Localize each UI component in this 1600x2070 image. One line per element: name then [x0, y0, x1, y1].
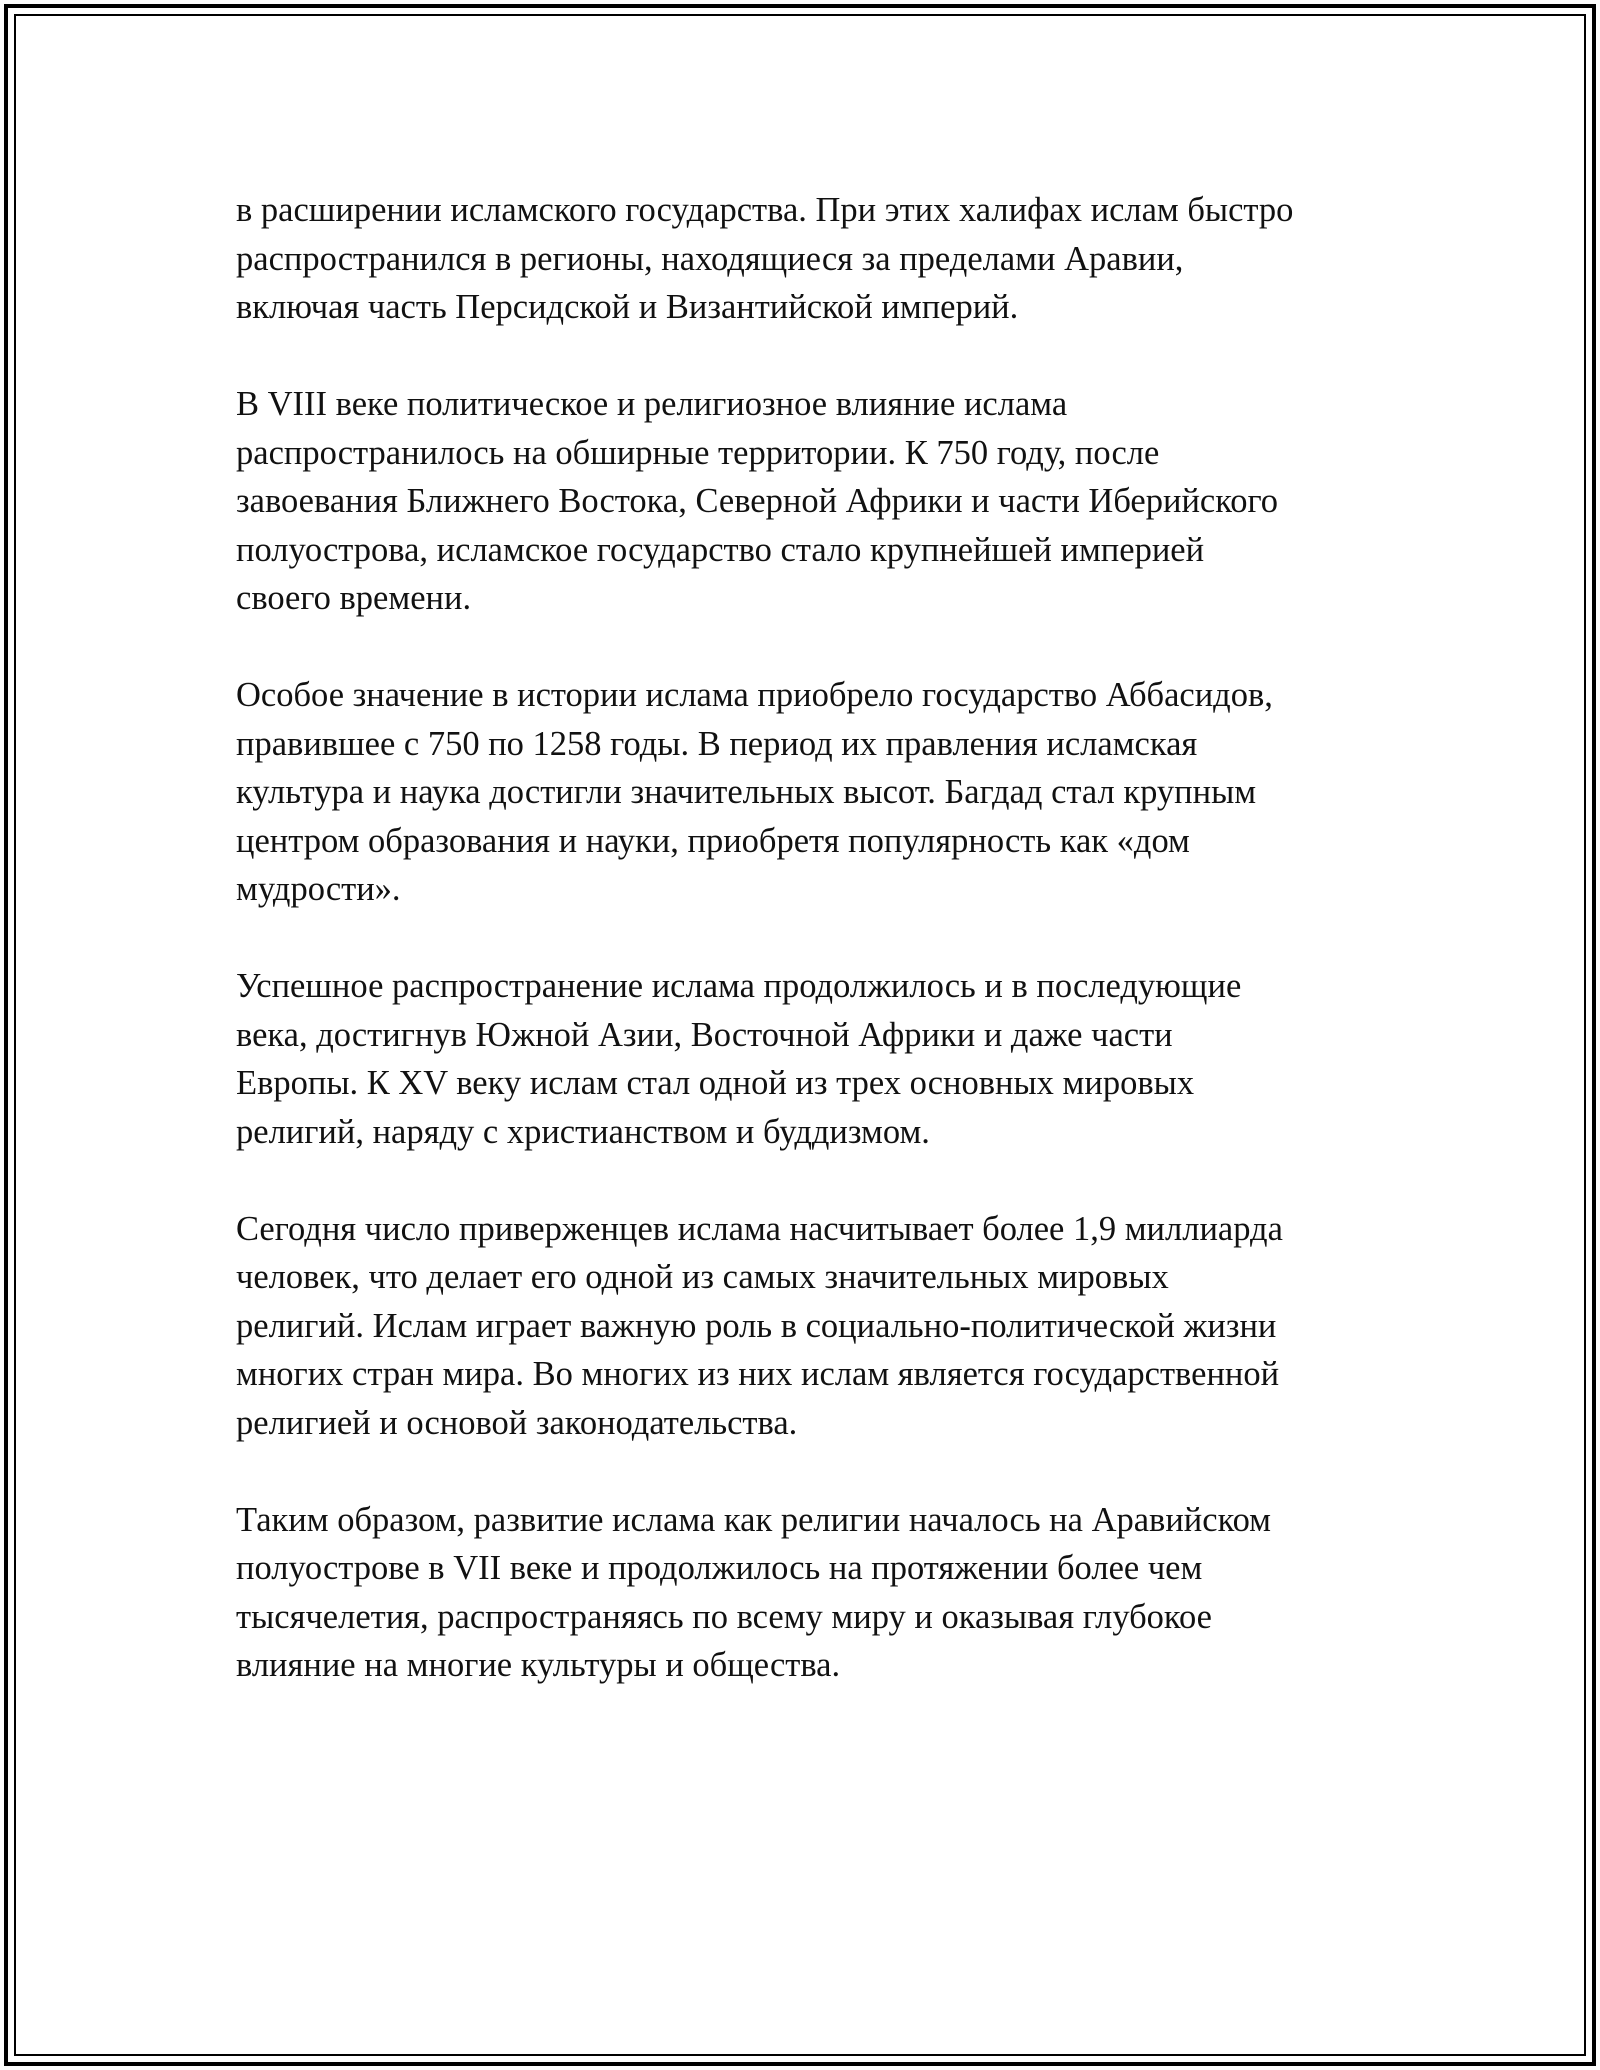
text-line: религий. Ислам играет важную роль в социально-политической жизни — [236, 1306, 1277, 1345]
text-line: Успешное распространение ислама продолжилось и в последующие — [236, 967, 1242, 1005]
text-line: Особое значение в истории ислама приобрело государство Аббасидов, — [236, 676, 1273, 714]
text-line: мудрости». — [236, 870, 401, 908]
text-line: Европы. К XV веку ислам стал одной из трех основных мировых — [236, 1064, 1195, 1102]
text-line: века, достигнув Южной Азии, Восточной Африки и даже части — [236, 1015, 1173, 1054]
paragraph-3 — [236, 671, 1386, 914]
text-line: религий, наряду с христианством и буддизмом. — [236, 1112, 930, 1151]
text-line: центром образования и науки, приобретя популярность как «дом — [236, 821, 1190, 860]
text-line: завоевания Ближнего Востока, Северной Африки и части Иберийского — [236, 482, 1279, 520]
paragraph-4 — [236, 962, 1386, 1156]
text-line: религией и основой законодательства. — [236, 1403, 798, 1442]
text-line: В VIII веке политическое и религиозное влияние ислама — [236, 385, 1068, 423]
text-line: влияние на многие культуры и общества. — [236, 1646, 841, 1684]
paragraph-1 — [236, 186, 1386, 332]
text-line: человек, что делает его одной из самых значительных мировых — [236, 1258, 1169, 1296]
text-line: правившее с 750 по 1258 годы. В период их правления исламская — [236, 724, 1198, 763]
text-line: полуострове в VII веке и продолжилось на протяжении более чем — [236, 1549, 1203, 1587]
paragraph-5 — [236, 1205, 1386, 1448]
text-line: распространилось на обширные территории. К 750 году, после — [236, 433, 1160, 472]
text-line: культура и наука достигли значительных высот. Багдад стал крупным — [236, 773, 1257, 811]
text-line: включая часть Персидской и Византийской империй. — [236, 288, 1019, 326]
paragraph-6 — [236, 1496, 1386, 1690]
paragraph-2 — [236, 380, 1386, 623]
text-line: своего времени. — [236, 579, 472, 617]
document-body — [236, 186, 1386, 1738]
text-line: распространился в регионы, находящиеся за пределами Аравии, — [236, 239, 1184, 278]
text-line: Таким образом, развитие ислама как религии началось на Аравийском — [236, 1500, 1272, 1539]
text-line: Сегодня число приверженцев ислама насчитывает более 1,9 миллиарда — [236, 1209, 1283, 1248]
text-line: полуострова, исламское государство стало крупнейшей империей — [236, 530, 1205, 569]
text-line: в расширении исламского государства. При этих халифах ислам быстро — [236, 191, 1294, 229]
text-line: тысячелетия, распространяясь по всему миру и оказывая глубокое — [236, 1597, 1212, 1636]
text-line: многих стран мира. Во многих из них ислам является государственной — [236, 1355, 1280, 1393]
